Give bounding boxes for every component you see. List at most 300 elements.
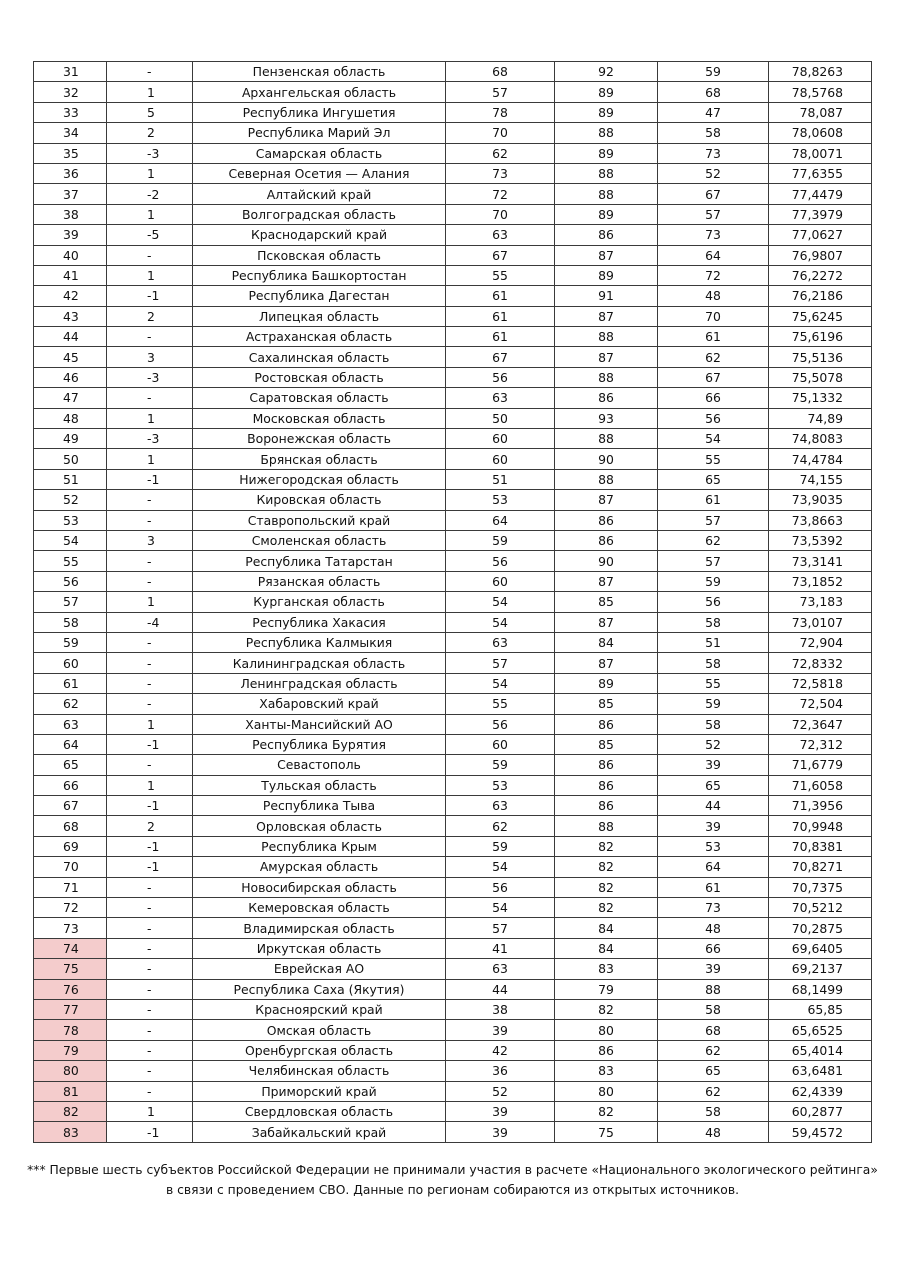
indicator-2-cell: 87: [555, 490, 658, 510]
rank-cell: 70: [34, 857, 107, 877]
region-cell: Республика Хакасия: [193, 612, 446, 632]
indicator-1-cell: 57: [446, 82, 555, 102]
indicator-2-cell: 89: [555, 204, 658, 224]
score-cell: 68,1499: [769, 979, 872, 999]
indicator-1-cell: 57: [446, 918, 555, 938]
change-cell: -: [107, 510, 193, 530]
change-cell: -: [107, 1020, 193, 1040]
indicator-2-cell: 86: [555, 796, 658, 816]
indicator-1-cell: 67: [446, 347, 555, 367]
indicator-3-cell: 54: [658, 429, 769, 449]
table-row: [34, 653, 872, 673]
indicator-2-cell: 80: [555, 1081, 658, 1101]
rank-cell: 82: [34, 1101, 107, 1121]
indicator-3-cell: 56: [658, 592, 769, 612]
change-cell: -: [107, 62, 193, 82]
region-cell: Самарская область: [193, 143, 446, 163]
region-cell: Псковская область: [193, 245, 446, 265]
score-cell: 70,5212: [769, 898, 872, 918]
rank-cell: 61: [34, 673, 107, 693]
region-cell: Омская область: [193, 1020, 446, 1040]
score-cell: 72,5818: [769, 673, 872, 693]
indicator-1-cell: 72: [446, 184, 555, 204]
change-cell: 1: [107, 449, 193, 469]
indicator-3-cell: 55: [658, 449, 769, 469]
rank-cell: 41: [34, 265, 107, 285]
indicator-3-cell: 52: [658, 163, 769, 183]
indicator-2-cell: 88: [555, 184, 658, 204]
indicator-2-cell: 89: [555, 143, 658, 163]
score-cell: 70,2875: [769, 918, 872, 938]
table-row: [34, 796, 872, 816]
score-cell: 62,4339: [769, 1081, 872, 1101]
region-cell: Республика Татарстан: [193, 551, 446, 571]
change-cell: -: [107, 755, 193, 775]
change-cell: -: [107, 551, 193, 571]
indicator-2-cell: 87: [555, 571, 658, 591]
indicator-3-cell: 56: [658, 408, 769, 428]
region-cell: Орловская область: [193, 816, 446, 836]
region-cell: Владимирская область: [193, 918, 446, 938]
change-cell: -: [107, 959, 193, 979]
indicator-3-cell: 62: [658, 530, 769, 550]
change-cell: 2: [107, 123, 193, 143]
table-row: [34, 102, 872, 122]
indicator-3-cell: 57: [658, 551, 769, 571]
indicator-1-cell: 54: [446, 612, 555, 632]
change-cell: -: [107, 673, 193, 693]
table-row: [34, 1020, 872, 1040]
region-cell: Волгоградская область: [193, 204, 446, 224]
indicator-3-cell: 64: [658, 245, 769, 265]
change-cell: -: [107, 653, 193, 673]
indicator-2-cell: 93: [555, 408, 658, 428]
change-cell: -: [107, 388, 193, 408]
indicator-3-cell: 44: [658, 796, 769, 816]
score-cell: 72,504: [769, 694, 872, 714]
indicator-1-cell: 61: [446, 286, 555, 306]
indicator-1-cell: 63: [446, 959, 555, 979]
rank-cell: 78: [34, 1020, 107, 1040]
score-cell: 73,183: [769, 592, 872, 612]
region-cell: Курганская область: [193, 592, 446, 612]
indicator-1-cell: 60: [446, 429, 555, 449]
rank-cell: 77: [34, 999, 107, 1019]
region-cell: Иркутская область: [193, 938, 446, 958]
table-row: [34, 204, 872, 224]
indicator-1-cell: 70: [446, 123, 555, 143]
change-cell: -: [107, 938, 193, 958]
region-cell: Краснодарский край: [193, 225, 446, 245]
change-cell: 1: [107, 714, 193, 734]
score-cell: 73,1852: [769, 571, 872, 591]
region-cell: Забайкальский край: [193, 1122, 446, 1142]
indicator-1-cell: 41: [446, 938, 555, 958]
indicator-3-cell: 61: [658, 490, 769, 510]
indicator-2-cell: 86: [555, 388, 658, 408]
indicator-2-cell: 85: [555, 734, 658, 754]
region-cell: Архангельская область: [193, 82, 446, 102]
indicator-1-cell: 50: [446, 408, 555, 428]
rank-cell: 37: [34, 184, 107, 204]
indicator-3-cell: 62: [658, 347, 769, 367]
indicator-3-cell: 57: [658, 510, 769, 530]
indicator-2-cell: 88: [555, 816, 658, 836]
change-cell: -: [107, 918, 193, 938]
table-row: [34, 714, 872, 734]
table-row: [34, 510, 872, 530]
region-cell: Ростовская область: [193, 367, 446, 387]
region-cell: Республика Саха (Якутия): [193, 979, 446, 999]
change-cell: -1: [107, 796, 193, 816]
region-cell: Воронежская область: [193, 429, 446, 449]
change-cell: -3: [107, 143, 193, 163]
change-cell: 2: [107, 816, 193, 836]
rank-cell: 65: [34, 755, 107, 775]
indicator-1-cell: 56: [446, 551, 555, 571]
indicator-2-cell: 89: [555, 265, 658, 285]
region-cell: Амурская область: [193, 857, 446, 877]
change-cell: -: [107, 898, 193, 918]
table-row: [34, 592, 872, 612]
rank-cell: 64: [34, 734, 107, 754]
region-cell: Республика Марий Эл: [193, 123, 446, 143]
indicator-1-cell: 39: [446, 1101, 555, 1121]
indicator-2-cell: 80: [555, 1020, 658, 1040]
rank-cell: 50: [34, 449, 107, 469]
table-row: [34, 62, 872, 82]
indicator-1-cell: 60: [446, 734, 555, 754]
indicator-3-cell: 65: [658, 775, 769, 795]
indicator-3-cell: 68: [658, 82, 769, 102]
indicator-3-cell: 67: [658, 184, 769, 204]
table-row: [34, 327, 872, 347]
rank-cell: 80: [34, 1061, 107, 1081]
indicator-3-cell: 66: [658, 938, 769, 958]
indicator-2-cell: 86: [555, 714, 658, 734]
score-cell: 76,2186: [769, 286, 872, 306]
indicator-2-cell: 89: [555, 82, 658, 102]
indicator-3-cell: 48: [658, 286, 769, 306]
indicator-3-cell: 57: [658, 204, 769, 224]
table-row: [34, 938, 872, 958]
indicator-3-cell: 65: [658, 469, 769, 489]
change-cell: 1: [107, 265, 193, 285]
score-cell: 65,85: [769, 999, 872, 1019]
score-cell: 77,0627: [769, 225, 872, 245]
table-row: [34, 898, 872, 918]
indicator-2-cell: 87: [555, 612, 658, 632]
indicator-2-cell: 83: [555, 1061, 658, 1081]
indicator-3-cell: 48: [658, 918, 769, 938]
score-cell: 75,5136: [769, 347, 872, 367]
indicator-1-cell: 59: [446, 836, 555, 856]
change-cell: 2: [107, 306, 193, 326]
rank-cell: 63: [34, 714, 107, 734]
table-row: [34, 959, 872, 979]
indicator-3-cell: 70: [658, 306, 769, 326]
indicator-3-cell: 62: [658, 1081, 769, 1101]
change-cell: -: [107, 999, 193, 1019]
indicator-3-cell: 65: [658, 1061, 769, 1081]
score-cell: 65,6525: [769, 1020, 872, 1040]
score-cell: 73,5392: [769, 530, 872, 550]
indicator-2-cell: 87: [555, 245, 658, 265]
indicator-3-cell: 47: [658, 102, 769, 122]
rank-cell: 40: [34, 245, 107, 265]
rank-cell: 58: [34, 612, 107, 632]
table-row: [34, 82, 872, 102]
footnote: [20, 1160, 885, 1200]
score-cell: 71,6779: [769, 755, 872, 775]
indicator-1-cell: 55: [446, 265, 555, 285]
change-cell: -: [107, 327, 193, 347]
change-cell: -1: [107, 1122, 193, 1142]
score-cell: 65,4014: [769, 1040, 872, 1060]
rank-cell: 72: [34, 898, 107, 918]
change-cell: 1: [107, 163, 193, 183]
indicator-3-cell: 59: [658, 694, 769, 714]
region-cell: Алтайский край: [193, 184, 446, 204]
change-cell: 1: [107, 1101, 193, 1121]
indicator-1-cell: 60: [446, 449, 555, 469]
indicator-2-cell: 82: [555, 836, 658, 856]
change-cell: 5: [107, 102, 193, 122]
indicator-3-cell: 59: [658, 62, 769, 82]
change-cell: 1: [107, 204, 193, 224]
indicator-2-cell: 87: [555, 653, 658, 673]
rating-table-body: [34, 62, 872, 1143]
table-row: [34, 694, 872, 714]
indicator-2-cell: 82: [555, 898, 658, 918]
indicator-1-cell: 39: [446, 1122, 555, 1142]
rating-table: [33, 61, 872, 1143]
region-cell: Саратовская область: [193, 388, 446, 408]
indicator-1-cell: 61: [446, 327, 555, 347]
table-row: [34, 449, 872, 469]
change-cell: -: [107, 571, 193, 591]
indicator-1-cell: 78: [446, 102, 555, 122]
table-row: [34, 306, 872, 326]
rank-cell: 75: [34, 959, 107, 979]
table-row: [34, 184, 872, 204]
region-cell: Калининградская область: [193, 653, 446, 673]
indicator-3-cell: 66: [658, 388, 769, 408]
table-row: [34, 225, 872, 245]
region-cell: Ставропольский край: [193, 510, 446, 530]
indicator-2-cell: 88: [555, 469, 658, 489]
table-row: [34, 530, 872, 550]
indicator-2-cell: 88: [555, 429, 658, 449]
change-cell: -: [107, 877, 193, 897]
region-cell: Кировская область: [193, 490, 446, 510]
change-cell: -: [107, 490, 193, 510]
indicator-3-cell: 67: [658, 367, 769, 387]
score-cell: 70,9948: [769, 816, 872, 836]
indicator-3-cell: 88: [658, 979, 769, 999]
rank-cell: 53: [34, 510, 107, 530]
change-cell: -: [107, 1040, 193, 1060]
rank-cell: 73: [34, 918, 107, 938]
region-cell: Севастополь: [193, 755, 446, 775]
region-cell: Смоленская область: [193, 530, 446, 550]
change-cell: -1: [107, 469, 193, 489]
score-cell: 78,0071: [769, 143, 872, 163]
indicator-1-cell: 64: [446, 510, 555, 530]
indicator-2-cell: 86: [555, 510, 658, 530]
table-row: [34, 490, 872, 510]
indicator-1-cell: 55: [446, 694, 555, 714]
indicator-1-cell: 70: [446, 204, 555, 224]
region-cell: Ленинградская область: [193, 673, 446, 693]
table-row: [34, 979, 872, 999]
indicator-2-cell: 85: [555, 592, 658, 612]
table-row: [34, 551, 872, 571]
rank-cell: 83: [34, 1122, 107, 1142]
table-row: [34, 469, 872, 489]
score-cell: 72,312: [769, 734, 872, 754]
score-cell: 75,5078: [769, 367, 872, 387]
change-cell: -2: [107, 184, 193, 204]
region-cell: Рязанская область: [193, 571, 446, 591]
indicator-2-cell: 84: [555, 918, 658, 938]
table-row: [34, 367, 872, 387]
rank-cell: 44: [34, 327, 107, 347]
indicator-2-cell: 82: [555, 999, 658, 1019]
score-cell: 75,6245: [769, 306, 872, 326]
rank-cell: 48: [34, 408, 107, 428]
indicator-1-cell: 59: [446, 530, 555, 550]
rank-cell: 42: [34, 286, 107, 306]
indicator-3-cell: 72: [658, 265, 769, 285]
score-cell: 73,3141: [769, 551, 872, 571]
indicator-1-cell: 53: [446, 775, 555, 795]
rank-cell: 34: [34, 123, 107, 143]
rank-cell: 55: [34, 551, 107, 571]
indicator-1-cell: 62: [446, 816, 555, 836]
score-cell: 74,4784: [769, 449, 872, 469]
score-cell: 78,087: [769, 102, 872, 122]
score-cell: 59,4572: [769, 1122, 872, 1142]
indicator-1-cell: 56: [446, 367, 555, 387]
indicator-2-cell: 90: [555, 551, 658, 571]
table-row: [34, 347, 872, 367]
indicator-3-cell: 73: [658, 143, 769, 163]
table-row: [34, 918, 872, 938]
rank-cell: 76: [34, 979, 107, 999]
indicator-3-cell: 55: [658, 673, 769, 693]
table-row: [34, 877, 872, 897]
score-cell: 76,2272: [769, 265, 872, 285]
region-cell: Хабаровский край: [193, 694, 446, 714]
rank-cell: 33: [34, 102, 107, 122]
indicator-3-cell: 39: [658, 959, 769, 979]
indicator-1-cell: 56: [446, 714, 555, 734]
table-row: [34, 857, 872, 877]
rank-cell: 60: [34, 653, 107, 673]
rank-cell: 35: [34, 143, 107, 163]
change-cell: 3: [107, 347, 193, 367]
score-cell: 74,89: [769, 408, 872, 428]
region-cell: Красноярский край: [193, 999, 446, 1019]
change-cell: -: [107, 694, 193, 714]
indicator-2-cell: 86: [555, 755, 658, 775]
indicator-2-cell: 90: [555, 449, 658, 469]
change-cell: -: [107, 979, 193, 999]
indicator-1-cell: 39: [446, 1020, 555, 1040]
table-row: [34, 1040, 872, 1060]
region-cell: Северная Осетия — Алания: [193, 163, 446, 183]
table-row: [34, 612, 872, 632]
rank-cell: 79: [34, 1040, 107, 1060]
change-cell: -3: [107, 429, 193, 449]
score-cell: 70,7375: [769, 877, 872, 897]
indicator-1-cell: 59: [446, 755, 555, 775]
indicator-1-cell: 61: [446, 306, 555, 326]
rank-cell: 43: [34, 306, 107, 326]
indicator-3-cell: 62: [658, 1040, 769, 1060]
region-cell: Челябинская область: [193, 1061, 446, 1081]
table-row: [34, 143, 872, 163]
indicator-3-cell: 73: [658, 898, 769, 918]
score-cell: 70,8271: [769, 857, 872, 877]
score-cell: 75,1332: [769, 388, 872, 408]
rank-cell: 74: [34, 938, 107, 958]
table-row: [34, 1081, 872, 1101]
indicator-2-cell: 86: [555, 225, 658, 245]
indicator-1-cell: 57: [446, 653, 555, 673]
rank-cell: 32: [34, 82, 107, 102]
table-row: [34, 836, 872, 856]
indicator-1-cell: 63: [446, 796, 555, 816]
rank-cell: 54: [34, 530, 107, 550]
indicator-1-cell: 63: [446, 632, 555, 652]
region-cell: Республика Ингушетия: [193, 102, 446, 122]
indicator-1-cell: 73: [446, 163, 555, 183]
indicator-1-cell: 60: [446, 571, 555, 591]
indicator-1-cell: 38: [446, 999, 555, 1019]
table-row: [34, 1101, 872, 1121]
change-cell: -3: [107, 367, 193, 387]
indicator-2-cell: 89: [555, 102, 658, 122]
indicator-1-cell: 36: [446, 1061, 555, 1081]
indicator-1-cell: 53: [446, 490, 555, 510]
indicator-3-cell: 58: [658, 612, 769, 632]
change-cell: 1: [107, 775, 193, 795]
change-cell: -1: [107, 857, 193, 877]
score-cell: 77,6355: [769, 163, 872, 183]
footnote-line-1: *** Первые шесть субъектов Российской Федерации не принимали участия в расчете «Национального экологического рейтинга»: [27, 1163, 878, 1177]
table-row: [34, 1061, 872, 1081]
region-cell: Оренбургская область: [193, 1040, 446, 1060]
change-cell: -1: [107, 836, 193, 856]
indicator-3-cell: 58: [658, 653, 769, 673]
table-row: [34, 429, 872, 449]
indicator-3-cell: 58: [658, 1101, 769, 1121]
indicator-2-cell: 84: [555, 938, 658, 958]
indicator-2-cell: 82: [555, 877, 658, 897]
rank-cell: 52: [34, 490, 107, 510]
region-cell: Брянская область: [193, 449, 446, 469]
region-cell: Республика Тыва: [193, 796, 446, 816]
table-row: [34, 245, 872, 265]
score-cell: 73,9035: [769, 490, 872, 510]
table-row: [34, 1122, 872, 1142]
region-cell: Пензенская область: [193, 62, 446, 82]
indicator-1-cell: 63: [446, 388, 555, 408]
rank-cell: 68: [34, 816, 107, 836]
rank-cell: 56: [34, 571, 107, 591]
